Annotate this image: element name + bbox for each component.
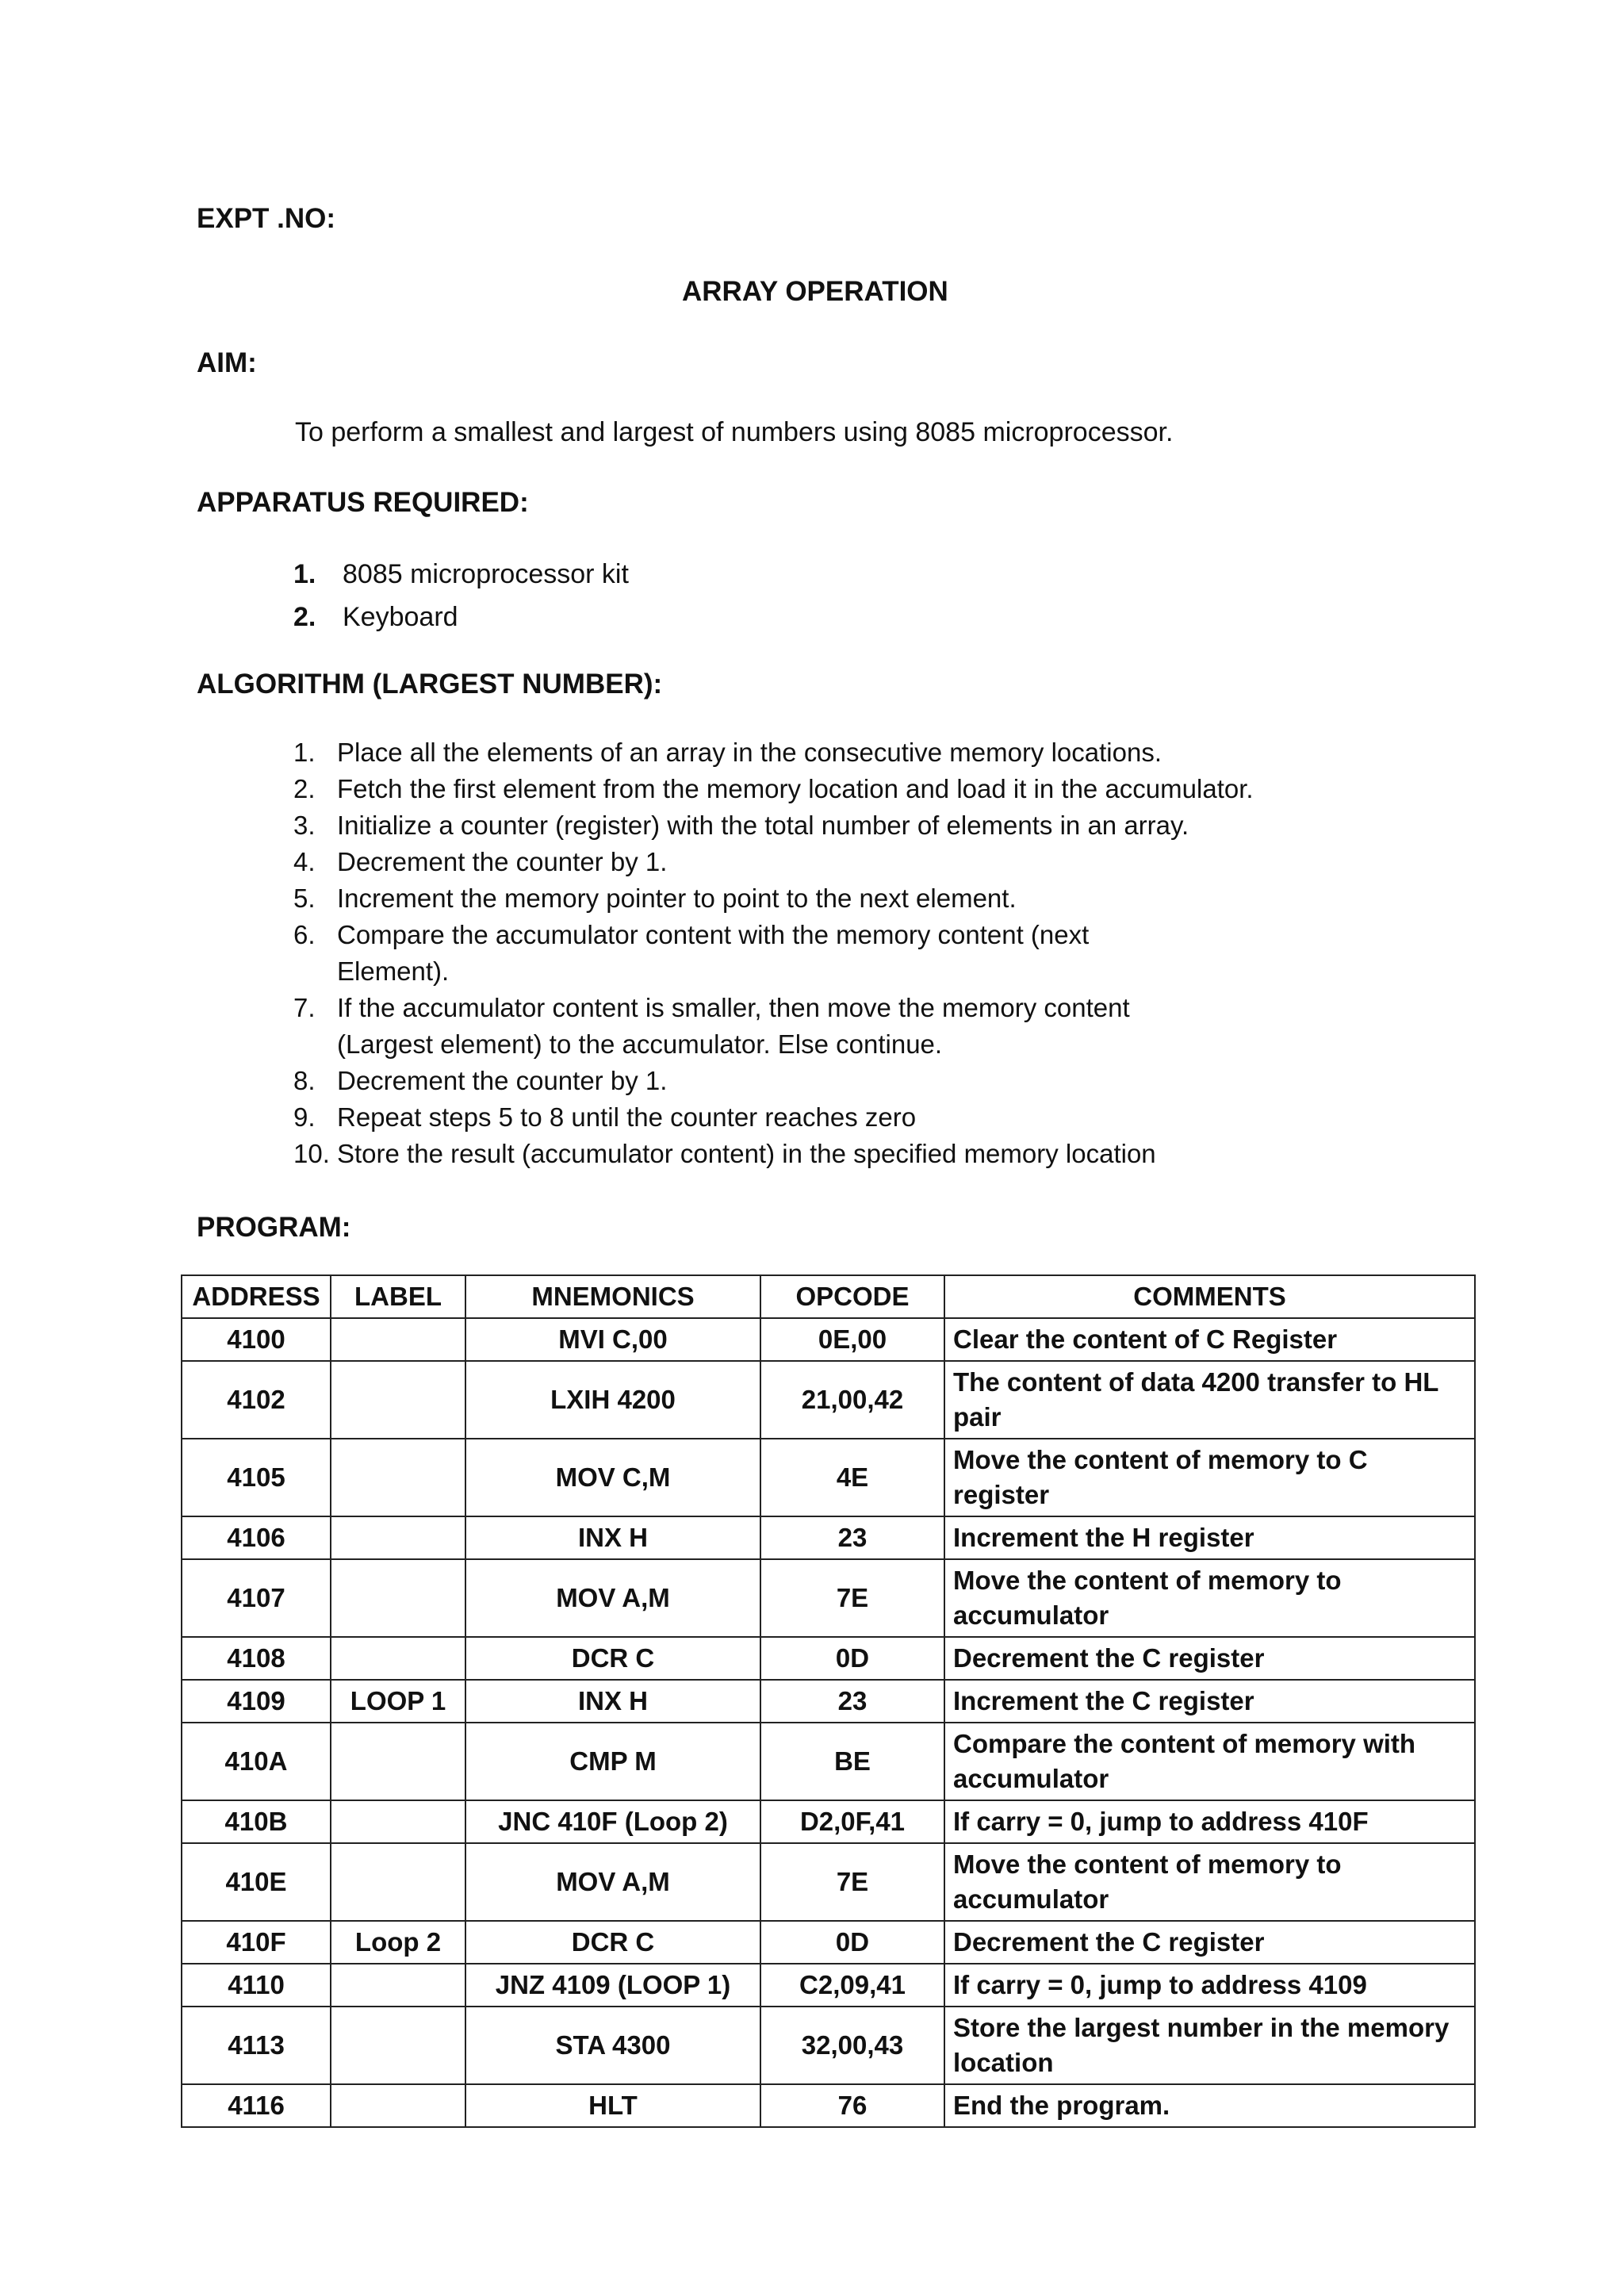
comment-cell: End the program. xyxy=(944,2084,1475,2127)
label-cell xyxy=(331,1843,465,1921)
algorithm-step xyxy=(293,734,1254,771)
label-cell xyxy=(331,1318,465,1361)
table-row xyxy=(182,2007,1475,2084)
address-cell: 4105 xyxy=(182,1439,331,1516)
mnemonic-cell: STA 4300 xyxy=(465,2007,760,2084)
address-cell: 4109 xyxy=(182,1680,331,1723)
mnemonic-cell: INX H xyxy=(465,1680,760,1723)
algorithm-step-number: 1. xyxy=(293,738,316,767)
label-cell xyxy=(331,1964,465,2007)
algorithm-step xyxy=(293,771,1254,807)
mnemonic-cell: DCR C xyxy=(465,1637,760,1680)
opcode-cell: 0D xyxy=(760,1921,944,1964)
apparatus-item-number: 2. xyxy=(293,602,316,632)
address-cell: 410E xyxy=(182,1843,331,1921)
algorithm-step xyxy=(293,990,1254,1063)
program-table xyxy=(181,1274,1476,2128)
algorithm-steps xyxy=(293,734,1254,1172)
algorithm-step-number: 2. xyxy=(293,774,316,803)
algorithm-step-number: 7. xyxy=(293,993,316,1022)
algorithm-step-text: Decrement the counter by 1. xyxy=(337,1066,668,1095)
algorithm-step xyxy=(293,917,1254,990)
comment-cell: Store the largest number in the memory location xyxy=(944,2007,1475,2084)
algorithm-step-text: If the accumulator content is smaller, then move the memory content xyxy=(337,993,1130,1022)
algorithm-step xyxy=(293,1099,1254,1136)
label-cell xyxy=(331,2084,465,2127)
apparatus-item-number: 1. xyxy=(293,559,316,589)
opcode-cell: 21,00,42 xyxy=(760,1361,944,1439)
mnemonic-cell: JNZ 4109 (LOOP 1) xyxy=(465,1964,760,2007)
opcode-cell: 7E xyxy=(760,1559,944,1637)
table-row xyxy=(182,1559,1475,1637)
mnemonic-cell: MOV A,M xyxy=(465,1559,760,1637)
address-cell: 410A xyxy=(182,1723,331,1800)
algorithm-step-number: 8. xyxy=(293,1066,316,1095)
program-table-body xyxy=(182,1318,1475,2127)
comment-cell: Increment the H register xyxy=(944,1516,1475,1559)
label-cell: LOOP 1 xyxy=(331,1680,465,1723)
table-row xyxy=(182,2084,1475,2127)
label-cell xyxy=(331,1361,465,1439)
table-row xyxy=(182,1800,1475,1843)
program-table-header-row xyxy=(182,1275,1475,1318)
label-cell xyxy=(331,1723,465,1800)
address-cell: 4107 xyxy=(182,1559,331,1637)
opcode-cell: 7E xyxy=(760,1843,944,1921)
algorithm-step-number: 6. xyxy=(293,920,316,949)
algorithm-step-text: Decrement the counter by 1. xyxy=(337,847,668,876)
opcode-cell: 0E,00 xyxy=(760,1318,944,1361)
address-cell: 4100 xyxy=(182,1318,331,1361)
table-row xyxy=(182,1516,1475,1559)
aim-heading: AIM: xyxy=(197,347,257,378)
column-header-label: LABEL xyxy=(331,1275,465,1318)
mnemonic-cell: MOV C,M xyxy=(465,1439,760,1516)
apparatus-item xyxy=(293,596,629,638)
algorithm-step-number: 3. xyxy=(293,811,316,840)
opcode-cell: D2,0F,41 xyxy=(760,1800,944,1843)
apparatus-item xyxy=(293,553,629,596)
address-cell: 4110 xyxy=(182,1964,331,2007)
address-cell: 4113 xyxy=(182,2007,331,2084)
apparatus-heading: APPARATUS REQUIRED: xyxy=(197,487,529,518)
table-row xyxy=(182,1637,1475,1680)
algorithm-step-text: Compare the accumulator content with the memory content (next xyxy=(337,920,1090,949)
algorithm-step xyxy=(293,1136,1254,1172)
opcode-cell: BE xyxy=(760,1723,944,1800)
label-cell xyxy=(331,1559,465,1637)
label-cell: Loop 2 xyxy=(331,1921,465,1964)
algorithm-step xyxy=(293,844,1254,880)
algorithm-step-text: Fetch the first element from the memory location and load it in the accumulator. xyxy=(337,774,1254,803)
algorithm-step xyxy=(293,880,1254,917)
column-header-opcode: OPCODE xyxy=(760,1275,944,1318)
comment-cell: Decrement the C register xyxy=(944,1921,1475,1964)
address-cell: 4102 xyxy=(182,1361,331,1439)
column-header-mnemonics: MNEMONICS xyxy=(465,1275,760,1318)
opcode-cell: C2,09,41 xyxy=(760,1964,944,2007)
table-row xyxy=(182,1723,1475,1800)
algorithm-heading: ALGORITHM (LARGEST NUMBER): xyxy=(197,669,663,700)
comment-cell: Clear the content of C Register xyxy=(944,1318,1475,1361)
algorithm-step xyxy=(293,807,1254,844)
comment-cell: If carry = 0, jump to address 410F xyxy=(944,1800,1475,1843)
expt-no-label: EXPT .NO: xyxy=(197,203,336,234)
algorithm-step-text: Place all the elements of an array in the consecutive memory locations. xyxy=(337,738,1162,767)
mnemonic-cell: LXIH 4200 xyxy=(465,1361,760,1439)
table-row xyxy=(182,1921,1475,1964)
column-header-comments: COMMENTS xyxy=(944,1275,1475,1318)
opcode-cell: 76 xyxy=(760,2084,944,2127)
apparatus-item-text: Keyboard xyxy=(343,602,458,632)
table-row xyxy=(182,1680,1475,1723)
mnemonic-cell: INX H xyxy=(465,1516,760,1559)
opcode-cell: 23 xyxy=(760,1516,944,1559)
page-title: ARRAY OPERATION xyxy=(682,276,948,307)
algorithm-step-number: 4. xyxy=(293,847,316,876)
opcode-cell: 32,00,43 xyxy=(760,2007,944,2084)
label-cell xyxy=(331,1800,465,1843)
comment-cell: Decrement the C register xyxy=(944,1637,1475,1680)
comment-cell: Move the content of memory to accumulator xyxy=(944,1559,1475,1637)
label-cell xyxy=(331,2007,465,2084)
algorithm-step-text: Increment the memory pointer to point to the next element. xyxy=(337,884,1017,913)
mnemonic-cell: DCR C xyxy=(465,1921,760,1964)
opcode-cell: 4E xyxy=(760,1439,944,1516)
mnemonic-cell: CMP M xyxy=(465,1723,760,1800)
comment-cell: The content of data 4200 transfer to HL pair xyxy=(944,1361,1475,1439)
mnemonic-cell: HLT xyxy=(465,2084,760,2127)
algorithm-step xyxy=(293,1063,1254,1099)
comment-cell: Move the content of memory to accumulator xyxy=(944,1843,1475,1921)
opcode-cell: 23 xyxy=(760,1680,944,1723)
table-row xyxy=(182,1318,1475,1361)
comment-cell: Move the content of memory to C register xyxy=(944,1439,1475,1516)
column-header-address: ADDRESS xyxy=(182,1275,331,1318)
algorithm-step-text: Repeat steps 5 to 8 until the counter reaches zero xyxy=(337,1102,917,1132)
algorithm-step-text: Element). xyxy=(337,956,450,986)
comment-cell: If carry = 0, jump to address 4109 xyxy=(944,1964,1475,2007)
label-cell xyxy=(331,1439,465,1516)
opcode-cell: 0D xyxy=(760,1637,944,1680)
algorithm-step-text: Store the result (accumulator content) in the specified memory location xyxy=(337,1139,1156,1168)
table-row xyxy=(182,1439,1475,1516)
address-cell: 410B xyxy=(182,1800,331,1843)
mnemonic-cell: JNC 410F (Loop 2) xyxy=(465,1800,760,1843)
algorithm-step-text: Initialize a counter (register) with the total number of elements in an array. xyxy=(337,811,1189,840)
comment-cell: Compare the content of memory with accumulator xyxy=(944,1723,1475,1800)
address-cell: 4116 xyxy=(182,2084,331,2127)
address-cell: 4108 xyxy=(182,1637,331,1680)
apparatus-list xyxy=(293,553,629,638)
program-heading: PROGRAM: xyxy=(197,1212,351,1243)
table-row xyxy=(182,1964,1475,2007)
mnemonic-cell: MOV A,M xyxy=(465,1843,760,1921)
algorithm-step-number: 5. xyxy=(293,884,316,913)
address-cell: 410F xyxy=(182,1921,331,1964)
label-cell xyxy=(331,1516,465,1559)
comment-cell: Increment the C register xyxy=(944,1680,1475,1723)
mnemonic-cell: MVI C,00 xyxy=(465,1318,760,1361)
apparatus-item-text: 8085 microprocessor kit xyxy=(343,559,629,589)
algorithm-step-text: (Largest element) to the accumulator. Else continue. xyxy=(337,1029,943,1059)
algorithm-step-number: 10. xyxy=(293,1139,330,1168)
label-cell xyxy=(331,1637,465,1680)
table-row xyxy=(182,1361,1475,1439)
algorithm-step-number: 9. xyxy=(293,1102,316,1132)
aim-text: To perform a smallest and largest of numbers using 8085 microprocessor. xyxy=(295,417,1174,447)
address-cell: 4106 xyxy=(182,1516,331,1559)
table-row xyxy=(182,1843,1475,1921)
